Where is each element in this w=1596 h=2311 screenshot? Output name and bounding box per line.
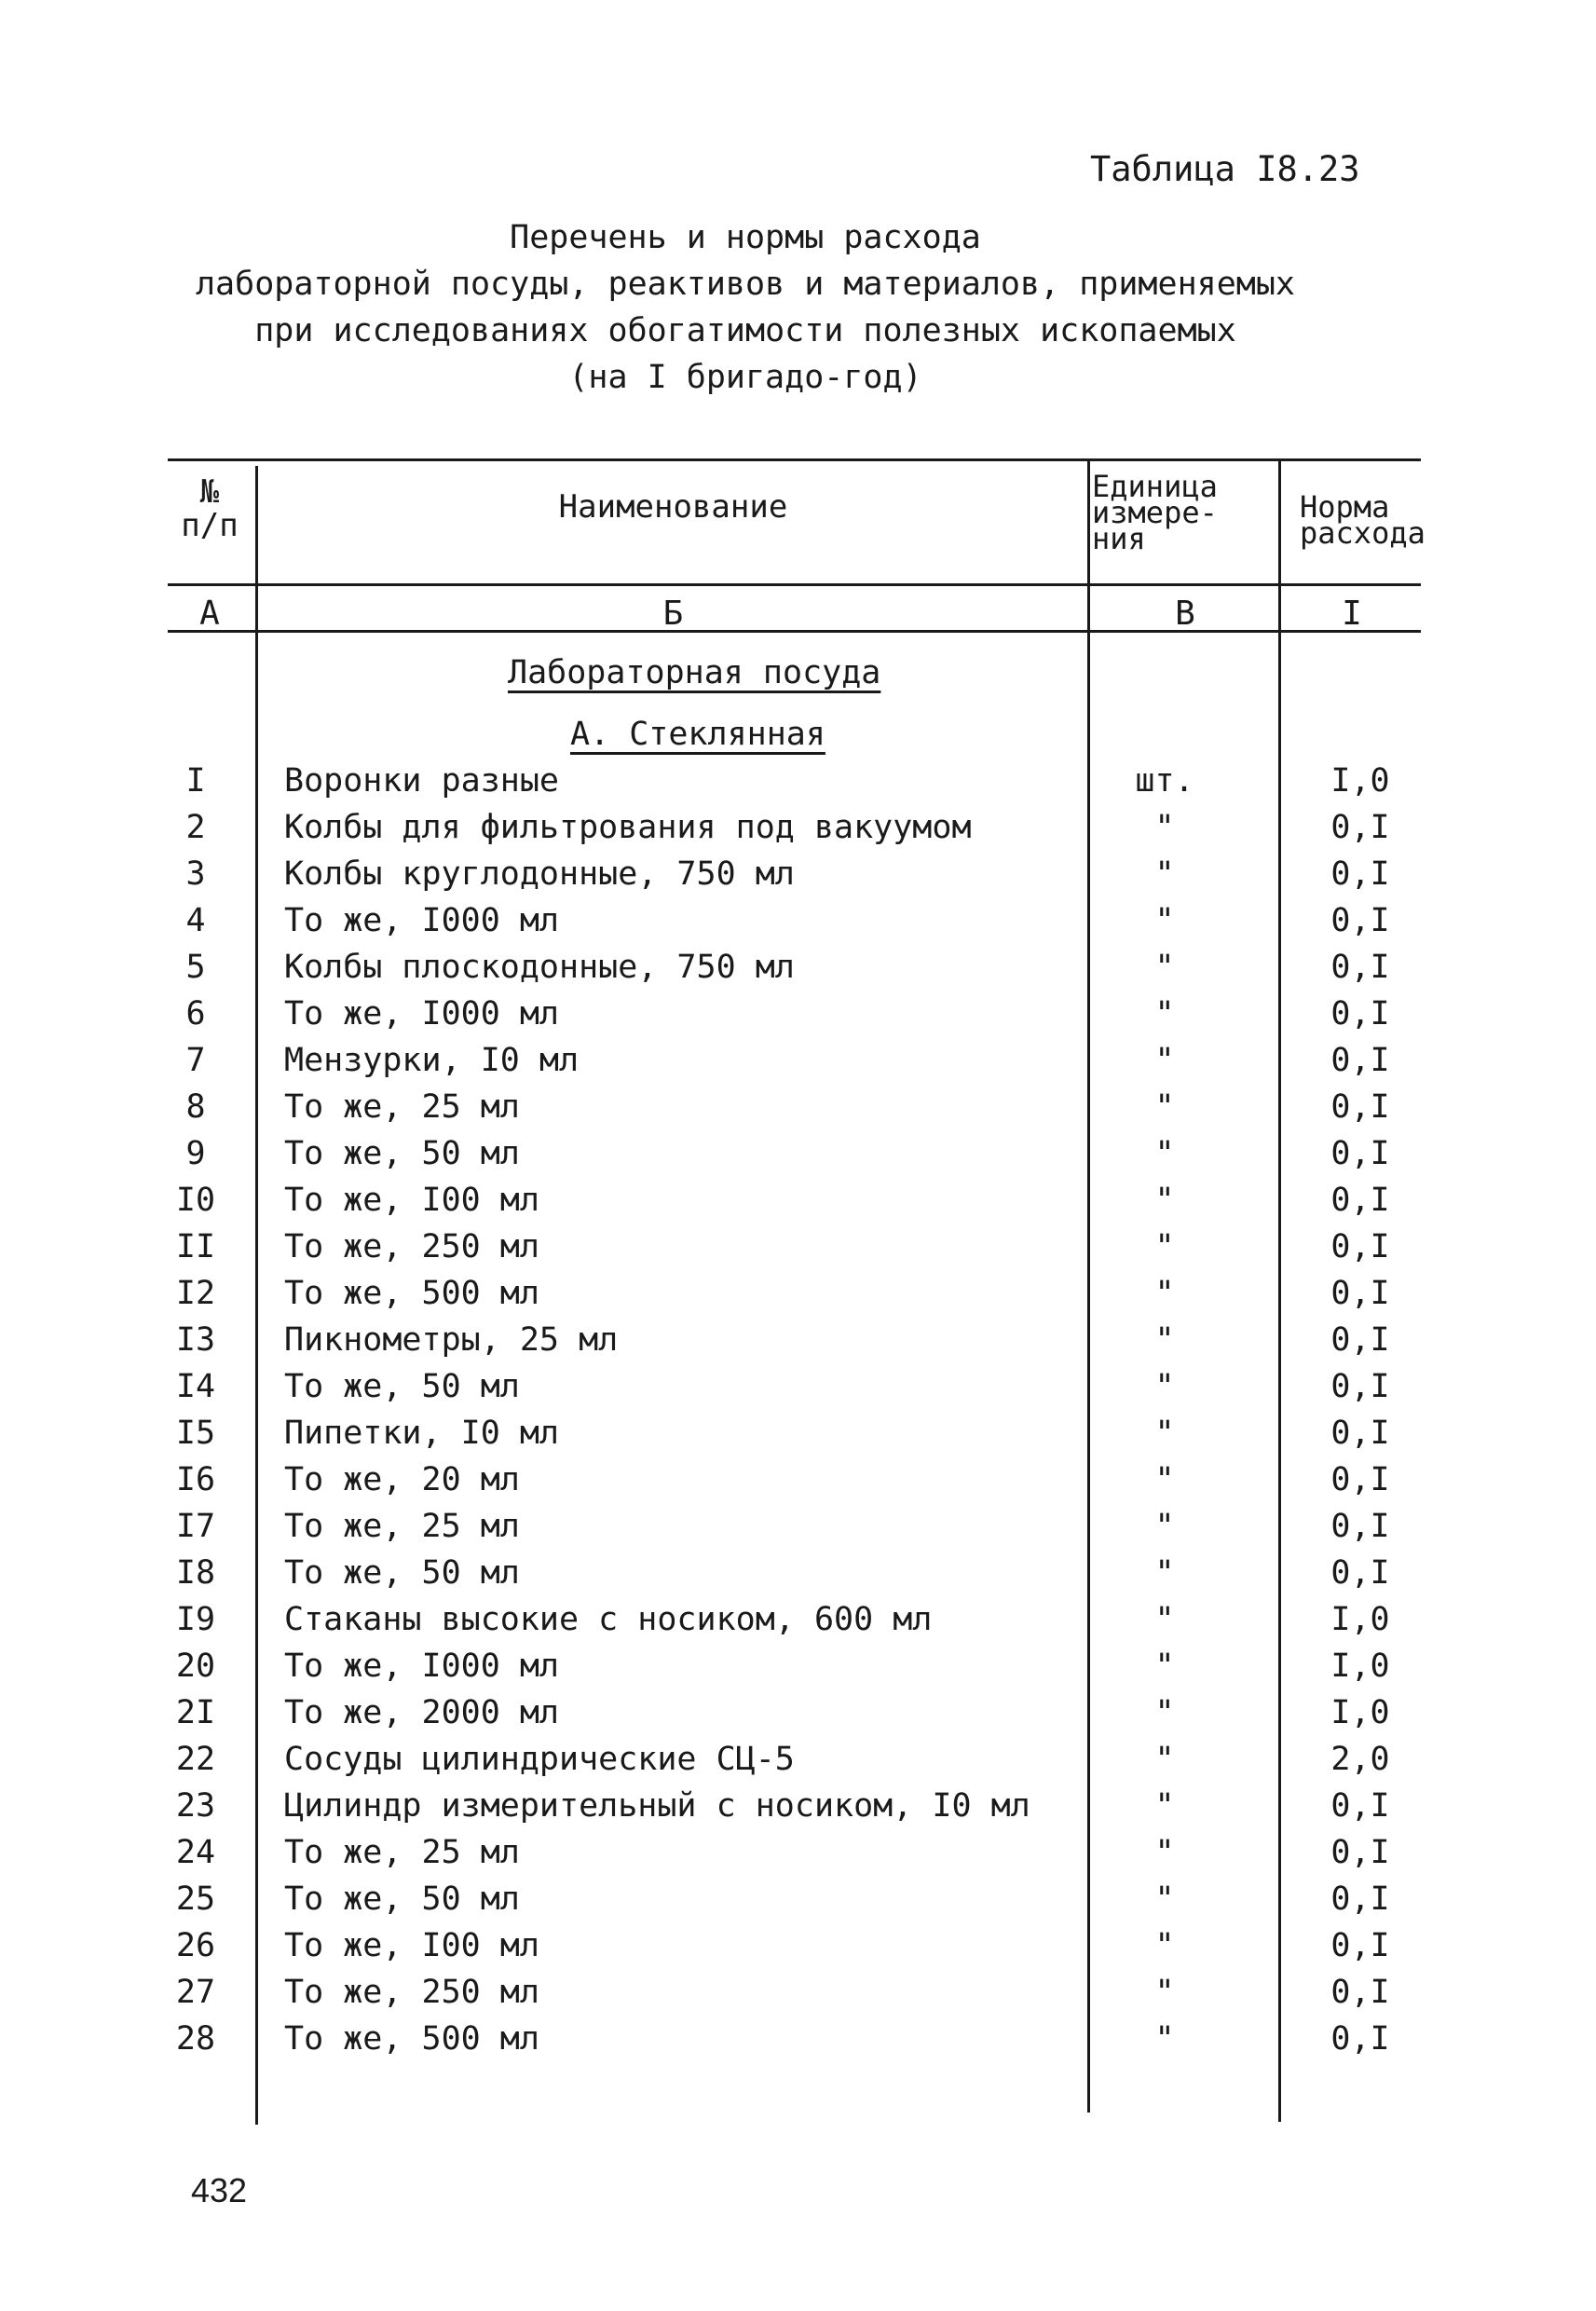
row-unit: ": [1154, 1135, 1175, 1172]
row-number: 22: [175, 1741, 216, 1778]
row-unit: ": [1154, 1880, 1175, 1918]
table-row: [0, 995, 1596, 1042]
row-number: I5: [175, 1415, 216, 1452]
column-letter-v: В: [1175, 595, 1195, 633]
row-unit: ": [1154, 1461, 1175, 1498]
row-unit: ": [1154, 1508, 1175, 1545]
row-name: То же, I00 мл: [284, 1927, 539, 1964]
row-unit: ": [1154, 809, 1175, 846]
table-row: [0, 1974, 1596, 2020]
title-line-3: при исследованиях обогатимости полезных ископаемых: [254, 312, 1236, 349]
row-unit: ": [1154, 1554, 1175, 1592]
row-name: То же, 500 мл: [284, 1275, 539, 1312]
table-label: Таблица I8.23: [1090, 149, 1360, 189]
table-row: [0, 1275, 1596, 1321]
row-norm: I,0: [1330, 762, 1390, 800]
row-number: I7: [175, 1508, 216, 1545]
row-unit: ": [1154, 1741, 1175, 1778]
row-unit: ": [1154, 1042, 1175, 1079]
row-unit: ": [1154, 1321, 1175, 1359]
row-number: 7: [185, 1042, 206, 1079]
row-name: То же, 500 мл: [284, 2020, 539, 2058]
row-name: То же, 250 мл: [284, 1228, 539, 1265]
row-number: 3: [185, 855, 206, 893]
row-name: Колбы для фильтрования под вакуумом: [284, 809, 972, 846]
table-row: [0, 762, 1596, 809]
table-row: [0, 2020, 1596, 2067]
row-name: То же, 50 мл: [284, 1368, 520, 1405]
header-unit-line-2: измере-: [1092, 495, 1218, 530]
row-number: I9: [175, 1601, 216, 1638]
row-unit: ": [1154, 1088, 1175, 1126]
row-name: То же, I00 мл: [284, 1182, 539, 1219]
row-norm: 0,I: [1330, 1880, 1390, 1918]
row-number: I3: [175, 1321, 216, 1359]
title-line-2: лабораторной посуды, реактивов и материалов, применяемых: [195, 266, 1296, 303]
row-norm: 0,I: [1330, 2020, 1390, 2058]
row-number: 6: [185, 995, 206, 1032]
row-norm: 0,I: [1330, 1554, 1390, 1592]
row-name: То же, 25 мл: [284, 1088, 520, 1126]
row-name: То же, I000 мл: [284, 995, 560, 1032]
row-number: 2: [185, 809, 206, 846]
header-unit-line-3: ния: [1092, 521, 1146, 556]
table-row: [0, 949, 1596, 995]
row-name: Мензурки, I0 мл: [284, 1042, 580, 1079]
row-unit: ": [1154, 1182, 1175, 1219]
row-norm: 0,I: [1330, 1927, 1390, 1964]
row-name: Воронки разные: [284, 762, 560, 800]
row-unit: ": [1154, 855, 1175, 893]
header-number: [168, 475, 252, 542]
row-norm: 0,I: [1330, 949, 1390, 986]
table-row: [0, 1741, 1596, 1787]
row-norm: 0,I: [1330, 995, 1390, 1032]
row-name: То же, 50 мл: [284, 1554, 520, 1592]
header-unit: [1092, 469, 1218, 556]
row-name: То же, 50 мл: [284, 1135, 520, 1172]
row-norm: 0,I: [1330, 855, 1390, 893]
row-norm: I,0: [1330, 1601, 1390, 1638]
row-number: 25: [175, 1880, 216, 1918]
row-norm: 0,I: [1330, 1321, 1390, 1359]
table-row: [0, 1648, 1596, 1694]
row-number: I6: [175, 1461, 216, 1498]
header-number-abbr: п/п: [181, 507, 239, 544]
row-number: 24: [175, 1834, 216, 1871]
row-unit: ": [1154, 995, 1175, 1032]
row-name: Стаканы высокие с носиком, 600 мл: [284, 1601, 933, 1638]
row-name: Сосуды цилиндрические СЦ-5: [284, 1741, 795, 1778]
title-line-1: Перечень и нормы расхода: [510, 219, 981, 256]
table-row: [0, 1601, 1596, 1648]
row-unit: ": [1154, 1974, 1175, 2011]
row-unit: ": [1154, 1834, 1175, 1871]
row-number: 26: [175, 1927, 216, 1964]
row-name: Пипетки, I0 мл: [284, 1415, 560, 1452]
page-number: 432: [191, 2171, 248, 2209]
table-row: [0, 1368, 1596, 1415]
table-row: [0, 1554, 1596, 1601]
row-number: I8: [175, 1554, 216, 1592]
row-unit: ": [1154, 1368, 1175, 1405]
row-name: То же, 250 мл: [284, 1974, 539, 2011]
table-row: [0, 1228, 1596, 1275]
row-unit: ": [1154, 1927, 1175, 1964]
row-norm: 0,I: [1330, 1368, 1390, 1405]
table-row: [0, 1787, 1596, 1834]
table-row: [0, 1694, 1596, 1741]
row-number: I0: [175, 1182, 216, 1219]
section-title: Лабораторная посуда: [508, 654, 881, 691]
row-name: Пикнометры, 25 мл: [284, 1321, 619, 1359]
row-unit: ": [1154, 902, 1175, 939]
row-unit: ": [1154, 2020, 1175, 2058]
row-unit: ": [1154, 1787, 1175, 1825]
header-bottom-rule: [168, 583, 1421, 586]
row-name: Колбы плоскодонные, 750 мл: [284, 949, 795, 986]
table-row: [0, 1461, 1596, 1508]
row-norm: 0,I: [1330, 809, 1390, 846]
title-line-4: (на I бригадо-год): [568, 359, 922, 396]
row-number: 5: [185, 949, 206, 986]
row-norm: 0,I: [1330, 902, 1390, 939]
row-norm: I,0: [1330, 1648, 1390, 1685]
row-unit: ": [1154, 949, 1175, 986]
row-name: То же, 50 мл: [284, 1880, 520, 1918]
row-norm: 0,I: [1330, 1461, 1390, 1498]
row-number: 9: [185, 1135, 206, 1172]
row-number: II: [175, 1228, 216, 1265]
row-norm: 0,I: [1330, 1415, 1390, 1452]
row-name: То же, I000 мл: [284, 1648, 560, 1685]
row-name: Цилиндр измерительный с носиком, I0 мл: [284, 1787, 1030, 1825]
row-unit: ": [1154, 1415, 1175, 1452]
table-row: [0, 855, 1596, 902]
header-unit-line-1: Единица: [1092, 469, 1218, 504]
row-unit: ": [1154, 1275, 1175, 1312]
row-number: 28: [175, 2020, 216, 2058]
row-name: Колбы круглодонные, 750 мл: [284, 855, 795, 893]
column-letter-g: I: [1342, 595, 1362, 633]
table-row: [0, 1834, 1596, 1880]
row-name: То же, 25 мл: [284, 1508, 520, 1545]
row-unit: ": [1154, 1648, 1175, 1685]
header-number-sign: №: [199, 473, 220, 511]
row-name: То же, 25 мл: [284, 1834, 520, 1871]
row-norm: 0,I: [1330, 1135, 1390, 1172]
row-norm: 0,I: [1330, 1787, 1390, 1825]
row-norm: 0,I: [1330, 1508, 1390, 1545]
row-unit: ": [1154, 1601, 1175, 1638]
row-number: I2: [175, 1275, 216, 1312]
row-unit: ": [1154, 1228, 1175, 1265]
row-norm: 2,0: [1330, 1741, 1390, 1778]
table-row: [0, 1135, 1596, 1182]
row-norm: I,0: [1330, 1694, 1390, 1731]
column-letter-b: Б: [662, 595, 684, 633]
table-row: [0, 902, 1596, 949]
row-number: 2I: [175, 1694, 216, 1731]
row-norm: 0,I: [1330, 1042, 1390, 1079]
row-norm: 0,I: [1330, 1275, 1390, 1312]
table-row: [0, 1182, 1596, 1228]
row-norm: 0,I: [1330, 1182, 1390, 1219]
row-number: 20: [175, 1648, 216, 1685]
table-row: [0, 1088, 1596, 1135]
row-number: 4: [185, 902, 206, 939]
row-number: 8: [185, 1088, 206, 1126]
row-number: I4: [175, 1368, 216, 1405]
row-unit: шт.: [1135, 762, 1194, 800]
table-row: [0, 1880, 1596, 1927]
header-norm-line-2: расхода: [1300, 515, 1425, 551]
row-number: 23: [175, 1787, 216, 1825]
table-row: [0, 1415, 1596, 1461]
row-name: То же, 2000 мл: [284, 1694, 560, 1731]
row-unit: ": [1154, 1694, 1175, 1731]
header-norm-line-1: Норма: [1300, 489, 1390, 525]
table-row: [0, 1042, 1596, 1088]
row-norm: 0,I: [1330, 1974, 1390, 2011]
header-name: Наименование: [558, 488, 788, 526]
table-top-rule: [168, 458, 1421, 461]
row-number: I: [185, 762, 206, 800]
row-name: То же, I000 мл: [284, 902, 560, 939]
table-title: [0, 214, 1491, 401]
row-norm: 0,I: [1330, 1088, 1390, 1126]
row-norm: 0,I: [1330, 1228, 1390, 1265]
subsection-title: А. Стеклянная: [570, 716, 825, 753]
column-letter-a: А: [199, 595, 220, 633]
table-row: [0, 809, 1596, 855]
row-norm: 0,I: [1330, 1834, 1390, 1871]
row-number: 27: [175, 1974, 216, 2011]
table-row: [0, 1321, 1596, 1368]
header-norm: [1300, 489, 1425, 551]
row-name: То же, 20 мл: [284, 1461, 520, 1498]
table-row: [0, 1927, 1596, 1974]
table-row: [0, 1508, 1596, 1554]
